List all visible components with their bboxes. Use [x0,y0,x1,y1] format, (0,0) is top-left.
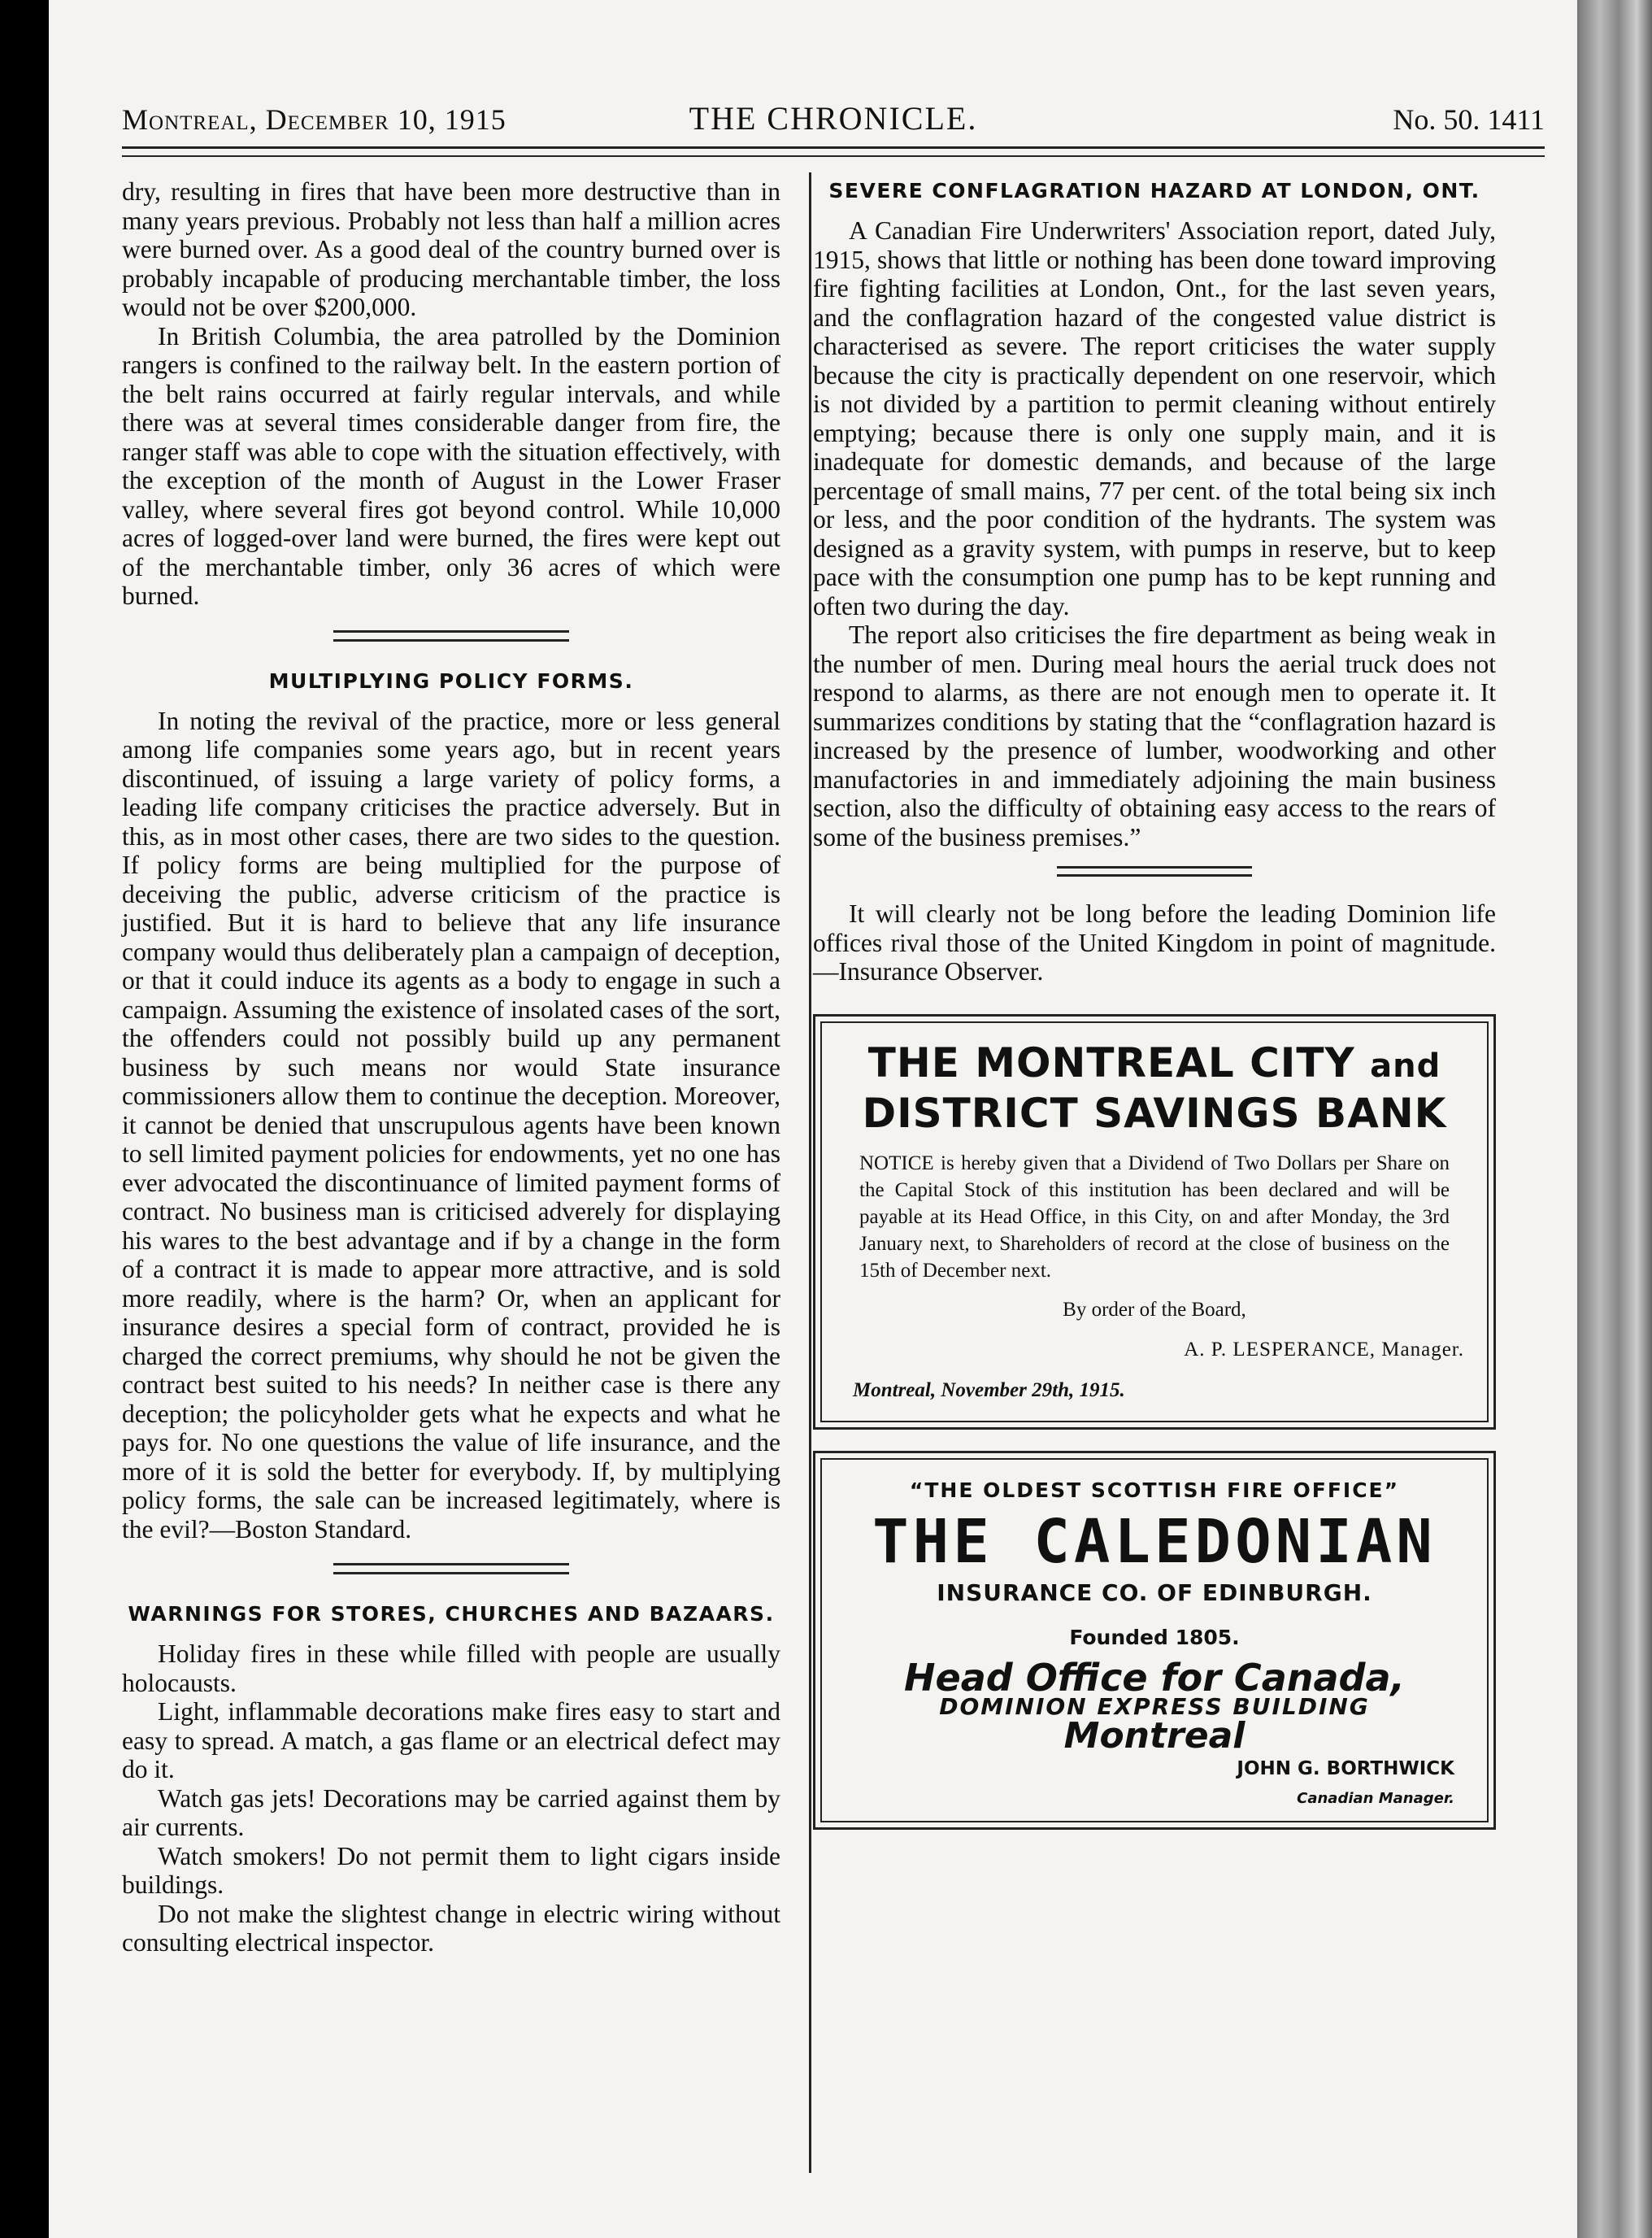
caledonian-building: DOMINION EXPRESS BUILDING [939,1693,1370,1720]
masthead-rule [122,146,1545,157]
section-separator [333,1563,569,1574]
warnings-paragraph-1: Holiday fires in these while filled with people are usually holocausts. [122,1639,780,1697]
section-separator [333,630,569,642]
section-separator [1057,866,1252,877]
caledonian-title: THE CALEDONIAN [872,1506,1437,1577]
masthead-date: Montreal, December 10, 1915 [122,103,506,136]
london-paragraph-2: The report also criticises the fire department as being weak in the number of men. During meal hours the aerial truck does not respond to alarms, as there are not enough men to operate it. It summarizes conditions by stating that the “conflagration hazard is increased by the presence of lumber, woodworking and other manufactories in and immediately adjoining the main business section, also the difficulty of obtaining easy access to the rears of some of the business premises.” [813,620,1496,851]
book-binding-edge [1577,0,1652,2238]
caledonian-tagline: “THE OLDEST SCOTTISH FIRE OFFICE” [909,1478,1400,1502]
right-column [813,177,1496,1851]
policy-forms-heading: MULTIPLYING POLICY FORMS. [268,668,634,693]
caledonian-city: Montreal [1063,1714,1246,1757]
forest-fire-paragraph-1: dry, resulting in fires that have been more destructive than in many years previous. Probably not less than half a million acres were burned over. As a good deal of the country burned over is probably incapable of producing merchantable timber, the loss would not be over $200,000. [122,177,780,321]
caledonian-subtitle: INSURANCE CO. OF EDINBURGH. [937,1578,1372,1606]
london-hazard-heading: SEVERE CONFLAGRATION HAZARD AT LONDON, ONT. [828,179,1480,202]
warnings-paragraph-4: Watch smokers! Do not permit them to light cigars inside buildings. [122,1841,780,1899]
caledonian-advertisement [813,1451,1496,1830]
masthead-title: THE CHRONICLE. [689,100,978,137]
notice-date: Montreal, November 29th, 1915. [853,1378,1125,1401]
london-paragraph-1: A Canadian Fire Underwriters' Association report, dated July, 1915, shows that little or nothing has been done toward improving fire fighting facilities at London, Ont., for the last seven years, and the conflagration hazard of the congested value district is characterised as severe. The report criticises the water supply because the city is practically dependent on one reservoir, which is not divided by a partition to permit cleaning without entirely emptying; because there is only one supply main, and it is inadequate for domestic demands, and because of the large percentage of small mains, 77 per cent. of the total being six inch or less, and the poor condition of the hydrants. The system was designed as a gravity system, with pumps in reserve, but to keep pace with the consumption one pump has to be kept running and often two during the day. [813,216,1496,620]
warnings-heading: WARNINGS FOR STORES, CHURCHES AND BAZAARS. [128,1602,775,1626]
column-divider [809,172,811,2173]
caledonian-founded: Founded 1805. [1069,1626,1240,1649]
bank-title [845,1039,1464,1137]
bank-title-line-1: THE MONTREAL CITY [867,1038,1355,1086]
bank-title-line-2: DISTRICT SAVINGS BANK [862,1089,1447,1137]
newspaper-page [49,0,1577,2238]
forest-fire-paragraph-2: In British Columbia, the area patrolled by the Dominion rangers is confined to the railway belt. In the eastern portion of the belt rains occurred at fairly regular intervals, and while there was at several times considerable danger from fire, the ranger staff was able to cope with the situation effectively, with the exception of the month of August in the Lower Fraser valley, where several fires got beyond control. While 10,000 acres of logged-over land were burned, the fires were kept out of the merchantable timber, only 36 acres of which were burned. [122,321,780,610]
warnings-paragraph-5: Do not make the slightest change in electric wiring without consulting electrical inspector. [122,1899,780,1957]
policy-forms-paragraph: In noting the revival of the practice, more or less general among life companies some years ago, but in recent years discontinued, of issuing a large variety of policy forms, a leading life company criticises the practice adversely. But in this, as in most other cases, there are two sides to the question. If policy forms are being multiplied for the purpose of deceiving the public, adverse criticism of the practice is justified. But it is hard to believe that any life insurance company would thus deliberately plan a campaign of deception, or that it could induce its agents as a body to engage in such a campaign. Assuming the existence of insolated cases of the sort, the offenders could not possibly build up any permanent business by such means nor would State insurance commissioners allow them to continue the deception. Moreover, it cannot be denied that unscrupulous agents have been known to sell limited payment policies for endowments, yet no one has ever advocated the discontinuance of limited payment forms of contract. No business man is criticised adverely for displaying his wares to the best advantage and if by a change in the form of a contract it is made to appear more attractive, and is sold more readily, where is the harm? Or, when an applicant for insurance desires a special form of contract, provided he is charged the correct premiums, why should he not be given the contract best suited to his needs? In neither case is there any deception; the policyholder gets what he expects and what he pays for. No one questions the value of life insurance, and the more of it is sold the better for everybody. If, by multiplying policy forms, the sale can be increased legitimately, where is the evil?—Boston Standard. [122,706,780,1544]
bank-title-and: and [1370,1047,1441,1085]
masthead [122,96,1545,145]
left-column [122,177,780,1957]
savings-bank-advertisement [813,1014,1496,1430]
warnings-paragraph-3: Watch gas jets! Decorations may be carried against them by air currents. [122,1783,780,1841]
board-order: By order of the Board, [1063,1298,1246,1321]
masthead-issue-page: No. 50. 1411 [1393,103,1545,136]
caledonian-manager: JOHN G. BORTHWICK [1237,1758,1454,1779]
manager-signature: A. P. LESPERANCE, Manager. [1184,1339,1464,1361]
dividend-notice: NOTICE is hereby given that a Dividend of Two Dollars per Share on the Capital Stock of this institution has been declared and will be payable at its Head Office, in this City, on and after Monday, the 3rd January next, to Shareholders of record at the close of business on the 15th of December next. [859,1152,1450,1282]
warnings-paragraph-2: Light, inflammable decorations make fires easy to start and easy to spread. A match, a gas flame or an electrical defect may do it. [122,1697,780,1783]
caledonian-head-office: Head Office for Canada, [904,1655,1405,1700]
insurance-observer-note: It will clearly not be long before the leading Dominion life offices rival those of the United Kingdom in point of magnitude.—Insurance Observer. [813,899,1496,986]
caledonian-manager-title: Canadian Manager. [1297,1789,1454,1807]
